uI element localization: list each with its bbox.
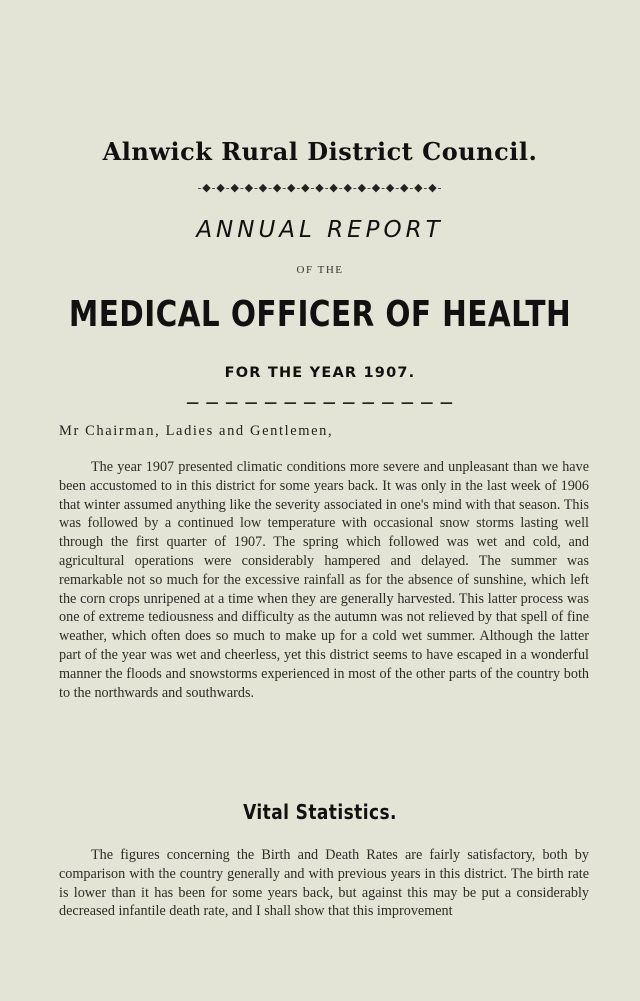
dashed-divider: — — — — — — — — — — — — — —	[186, 396, 454, 411]
council-name: Alnwick Rural District Council.	[102, 137, 538, 166]
ornamental-rule: -◆-◆-◆-◆-◆-◆-◆-◆-◆-◆-◆-◆-◆-◆-◆-◆-◆-	[197, 182, 443, 194]
main-title: MEDICAL OFFICER OF HEALTH	[68, 294, 572, 335]
paragraph-vital-statistics: The figures concerning the Birth and Death Rates are fairly satisfactory, both by comparison with the country generally and with previous years in this district. The birth rate is lower than it has been for some years back, but against this may be put a considerably decreased infantile death rate, and I shall show that this improvement	[59, 847, 589, 920]
salutation: Mr Chairman, Ladies and Gentlemen,	[59, 423, 334, 439]
section-heading-vital-statistics: Vital Statistics.	[243, 800, 397, 824]
report-title: ANNUAL REPORT	[196, 217, 444, 243]
of-the-label: OF THE	[296, 264, 344, 276]
paragraph-climate: The year 1907 presented climatic conditions more severe and unpleasant than we have been accustomed to in this district for some years back. It was only in the last week of 1906 that winter assumed anything like the severity associated in one's mind with that season. This was followed by a continued low temperature with occasional snow storms lasting well through the first quarter of 1907. The spring which followed was wet and cold, and agricultural operations were considerably hampered and delayed. The summer was remarkable not so much for the excessive rainfall as for the absence of sunshine, which left the corn crops unripened at a time when they are generally harvested. This latter process was one of extreme tediousness and difficulty as the autumn was not relieved by that spell of fine weather, which often does so much to make up for a cold wet summer. Although the latter part of the year was wet and cheerless, yet this district seems to have escaped in a wonderful manner the floods and snowstorms experienced in most of the other parts of the country both to the northwards and southwards.	[59, 459, 589, 701]
year-line: FOR THE YEAR 1907.	[224, 365, 416, 381]
